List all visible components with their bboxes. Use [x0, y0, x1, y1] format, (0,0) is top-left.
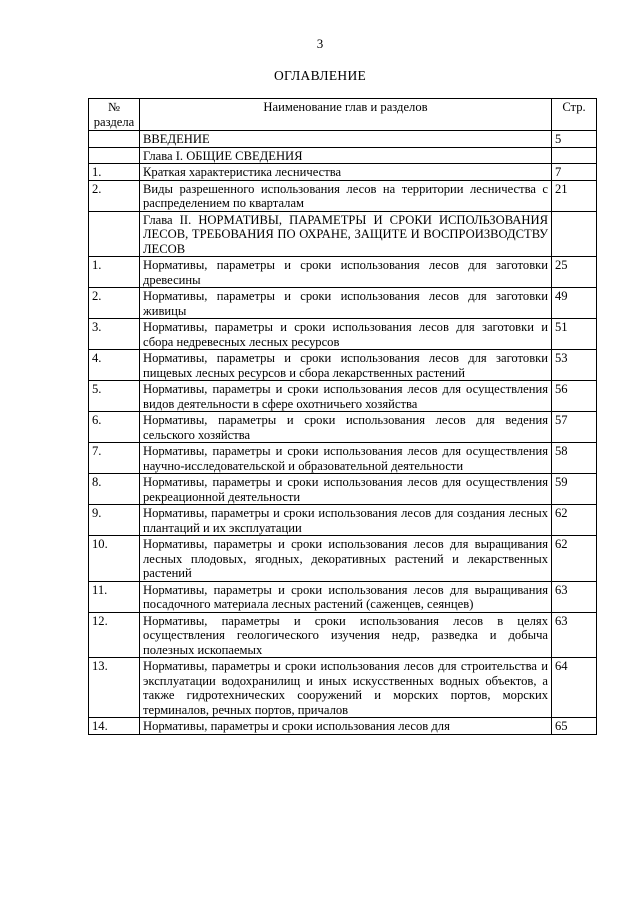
table-header-row	[89, 99, 597, 131]
row-page-number: 62	[552, 536, 597, 582]
row-section-name: Виды разрешенного использования лесов на территории лесничества с распределением по кварталам	[140, 180, 552, 211]
row-section-number: 1.	[89, 257, 140, 288]
row-page-number: 57	[552, 412, 597, 443]
row-section-number: 3.	[89, 319, 140, 350]
row-section-number: 10.	[89, 536, 140, 582]
table-row	[89, 180, 597, 211]
table-row	[89, 288, 597, 319]
row-section-name: Нормативы, параметры и сроки использования лесов для заготовки живицы	[140, 288, 552, 319]
row-page-number: 5	[552, 131, 597, 148]
row-page-number: 65	[552, 718, 597, 735]
row-section-number: 11.	[89, 581, 140, 612]
row-page-number: 49	[552, 288, 597, 319]
row-section-name: Нормативы, параметры и сроки использования лесов для выращивания лесных плодовых, ягодных, декоративных растений и лекарственных растений	[140, 536, 552, 582]
table-row	[89, 505, 597, 536]
row-section-name: Нормативы, параметры и сроки использования лесов для осуществления рекреационной деятельности	[140, 474, 552, 505]
row-section-number	[89, 147, 140, 164]
row-page-number	[552, 211, 597, 257]
row-section-number	[89, 131, 140, 148]
page-number: 3	[316, 36, 324, 51]
row-section-name: Краткая характеристика лесничества	[140, 164, 552, 181]
row-page-number: 59	[552, 474, 597, 505]
row-section-number: 5.	[89, 381, 140, 412]
row-section-name: Нормативы, параметры и сроки использования лесов для создания лесных плантаций и их эксплуатации	[140, 505, 552, 536]
table-row	[89, 211, 597, 257]
row-section-name: Нормативы, параметры и сроки использования лесов для осуществления видов деятельности в сфере охотничьего хозяйства	[140, 381, 552, 412]
table-row	[89, 164, 597, 181]
row-section-number: 1.	[89, 164, 140, 181]
row-section-name: Нормативы, параметры и сроки использования лесов для строительства и эксплуатации водохранилищ и иных искусственных водных объектов, а также гидротехнических сооружений и морских портов, морских терминалов, речных портов, причалов	[140, 658, 552, 718]
table-row	[89, 718, 597, 735]
header-section-name: Наименование глав и разделов	[140, 99, 552, 131]
table-row	[89, 381, 597, 412]
table-row	[89, 412, 597, 443]
row-section-number: 4.	[89, 350, 140, 381]
row-page-number: 64	[552, 658, 597, 718]
row-section-number: 2.	[89, 288, 140, 319]
row-section-number: 2.	[89, 180, 140, 211]
row-section-number: 13.	[89, 658, 140, 718]
row-section-number: 12.	[89, 612, 140, 658]
table-row	[89, 536, 597, 582]
row-section-number	[89, 211, 140, 257]
row-page-number: 25	[552, 257, 597, 288]
row-section-name: Глава II. НОРМАТИВЫ, ПАРАМЕТРЫ И СРОКИ ИСПОЛЬЗОВАНИЯ ЛЕСОВ, ТРЕБОВАНИЯ ПО ОХРАНЕ, ЗАЩИТЕ И ВОСПРОИЗВОДСТВУ ЛЕСОВ	[140, 211, 552, 257]
row-page-number: 58	[552, 443, 597, 474]
table-row	[89, 319, 597, 350]
row-section-name: Нормативы, параметры и сроки использования лесов для выращивания посадочного материала лесных растений (саженцев, сеянцев)	[140, 581, 552, 612]
header-section-number: № раздела	[89, 99, 140, 131]
row-page-number: 56	[552, 381, 597, 412]
row-section-number: 9.	[89, 505, 140, 536]
row-section-number: 6.	[89, 412, 140, 443]
table-row	[89, 474, 597, 505]
table-row	[89, 257, 597, 288]
row-page-number: 63	[552, 581, 597, 612]
row-section-name: Нормативы, параметры и сроки использования лесов в целях осуществления геологического изучения недр, разведка и добыча полезных ископаемых	[140, 612, 552, 658]
row-section-number: 8.	[89, 474, 140, 505]
table-of-contents	[88, 98, 597, 735]
row-section-name: Нормативы, параметры и сроки использования лесов для заготовки древесины	[140, 257, 552, 288]
row-page-number: 62	[552, 505, 597, 536]
table-row	[89, 612, 597, 658]
row-section-number: 14.	[89, 718, 140, 735]
table-row	[89, 581, 597, 612]
table-body	[89, 131, 597, 735]
row-section-name: Нормативы, параметры и сроки использования лесов для заготовки пищевых лесных ресурсов и сбора лекарственных растений	[140, 350, 552, 381]
document-title: ОГЛАВЛЕНИЕ	[273, 68, 367, 83]
table-row	[89, 350, 597, 381]
row-page-number: 63	[552, 612, 597, 658]
header-page: Стр.	[552, 99, 597, 131]
row-section-name: Нормативы, параметры и сроки использования лесов для осуществления научно-исследовательской и образовательной деятельности	[140, 443, 552, 474]
table-row	[89, 131, 597, 148]
table-row	[89, 147, 597, 164]
row-page-number: 51	[552, 319, 597, 350]
table-row	[89, 443, 597, 474]
row-section-number: 7.	[89, 443, 140, 474]
row-section-name: ВВЕДЕНИЕ	[140, 131, 552, 148]
table-row	[89, 658, 597, 718]
row-section-name: Нормативы, параметры и сроки использования лесов для ведения сельского хозяйства	[140, 412, 552, 443]
row-page-number: 53	[552, 350, 597, 381]
row-section-name: Нормативы, параметры и сроки использования лесов для заготовки и сбора недревесных лесных ресурсов	[140, 319, 552, 350]
row-section-name: Глава I. ОБЩИЕ СВЕДЕНИЯ	[140, 147, 552, 164]
row-section-name: Нормативы, параметры и сроки использования лесов для	[140, 718, 552, 735]
row-page-number: 7	[552, 164, 597, 181]
row-page-number: 21	[552, 180, 597, 211]
row-page-number	[552, 147, 597, 164]
